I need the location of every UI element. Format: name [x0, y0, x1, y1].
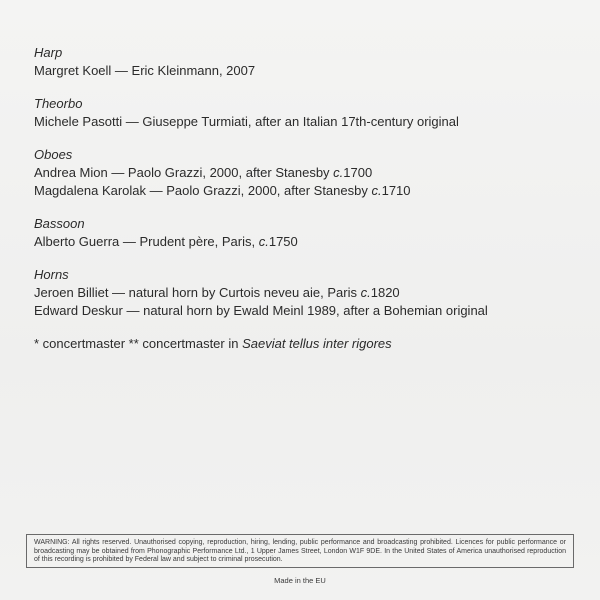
circa-mark: c. [333, 165, 344, 180]
role-heading: Bassoon [34, 216, 85, 231]
footnote-text: * concertmaster ** concertmaster in [34, 336, 243, 351]
credit-entry [34, 62, 574, 80]
credit-year: 1820 [370, 285, 400, 300]
credit-entry [34, 182, 574, 200]
role-heading: Theorbo [34, 96, 83, 111]
credit-entry [34, 233, 574, 251]
credit-text: Andrea Mion — Paolo Grazzi, 2000, after Stanesby [34, 165, 334, 180]
role-heading: Harp [34, 45, 63, 60]
credit-entry [34, 302, 574, 320]
concertmaster-footnote [34, 335, 574, 353]
section-bassoon [34, 215, 574, 251]
role-heading: Horns [34, 267, 69, 282]
credit-text: Alberto Guerra — Prudent père, Paris, [34, 234, 259, 249]
section-theorbo [34, 95, 574, 131]
copyright-warning: WARNING: All rights reserved. Unauthorised copying, reproduction, hiring, lending, public performance and broadcasting prohibited. Licences for public performance or broadcasting may be obtained from Phonographic Performance Ltd., 1 Upper James Street, London W1F 9DE. In the United States of America unauthorised reproduction of this recording is prohibited by Federal law and subject to criminal prosecution. [26, 534, 574, 568]
credit-entry [34, 284, 574, 302]
circa-mark: c. [360, 285, 371, 300]
credit-text: Jeroen Billiet — natural horn by Curtois neveu aie, Paris [34, 285, 361, 300]
section-harp [34, 44, 574, 80]
circa-mark: c. [258, 234, 269, 249]
section-oboes [34, 146, 574, 200]
credit-entry [34, 164, 574, 182]
made-in-label: Made in the EU [274, 576, 326, 585]
credit-text: Michele Pasotti — Giuseppe Turmiati, after an Italian 17th-century original [34, 114, 459, 129]
section-horns [34, 266, 574, 320]
role-heading: Oboes [34, 147, 73, 162]
credit-text: Edward Deskur — natural horn by Ewald Meinl 1989, after a Bohemian original [34, 303, 488, 318]
credit-year: 1710 [381, 183, 411, 198]
instrument-credits [34, 44, 574, 366]
footnote-work-title: Saeviat tellus inter rigores [242, 336, 392, 351]
credit-year: 1750 [268, 234, 298, 249]
credit-text: Margret Koell — Eric Kleinmann, 2007 [34, 63, 256, 78]
circa-mark: c. [371, 183, 382, 198]
credit-year: 1700 [343, 165, 373, 180]
credit-text: Magdalena Karolak — Paolo Grazzi, 2000, after Stanesby [34, 183, 372, 198]
credit-entry [34, 113, 574, 131]
